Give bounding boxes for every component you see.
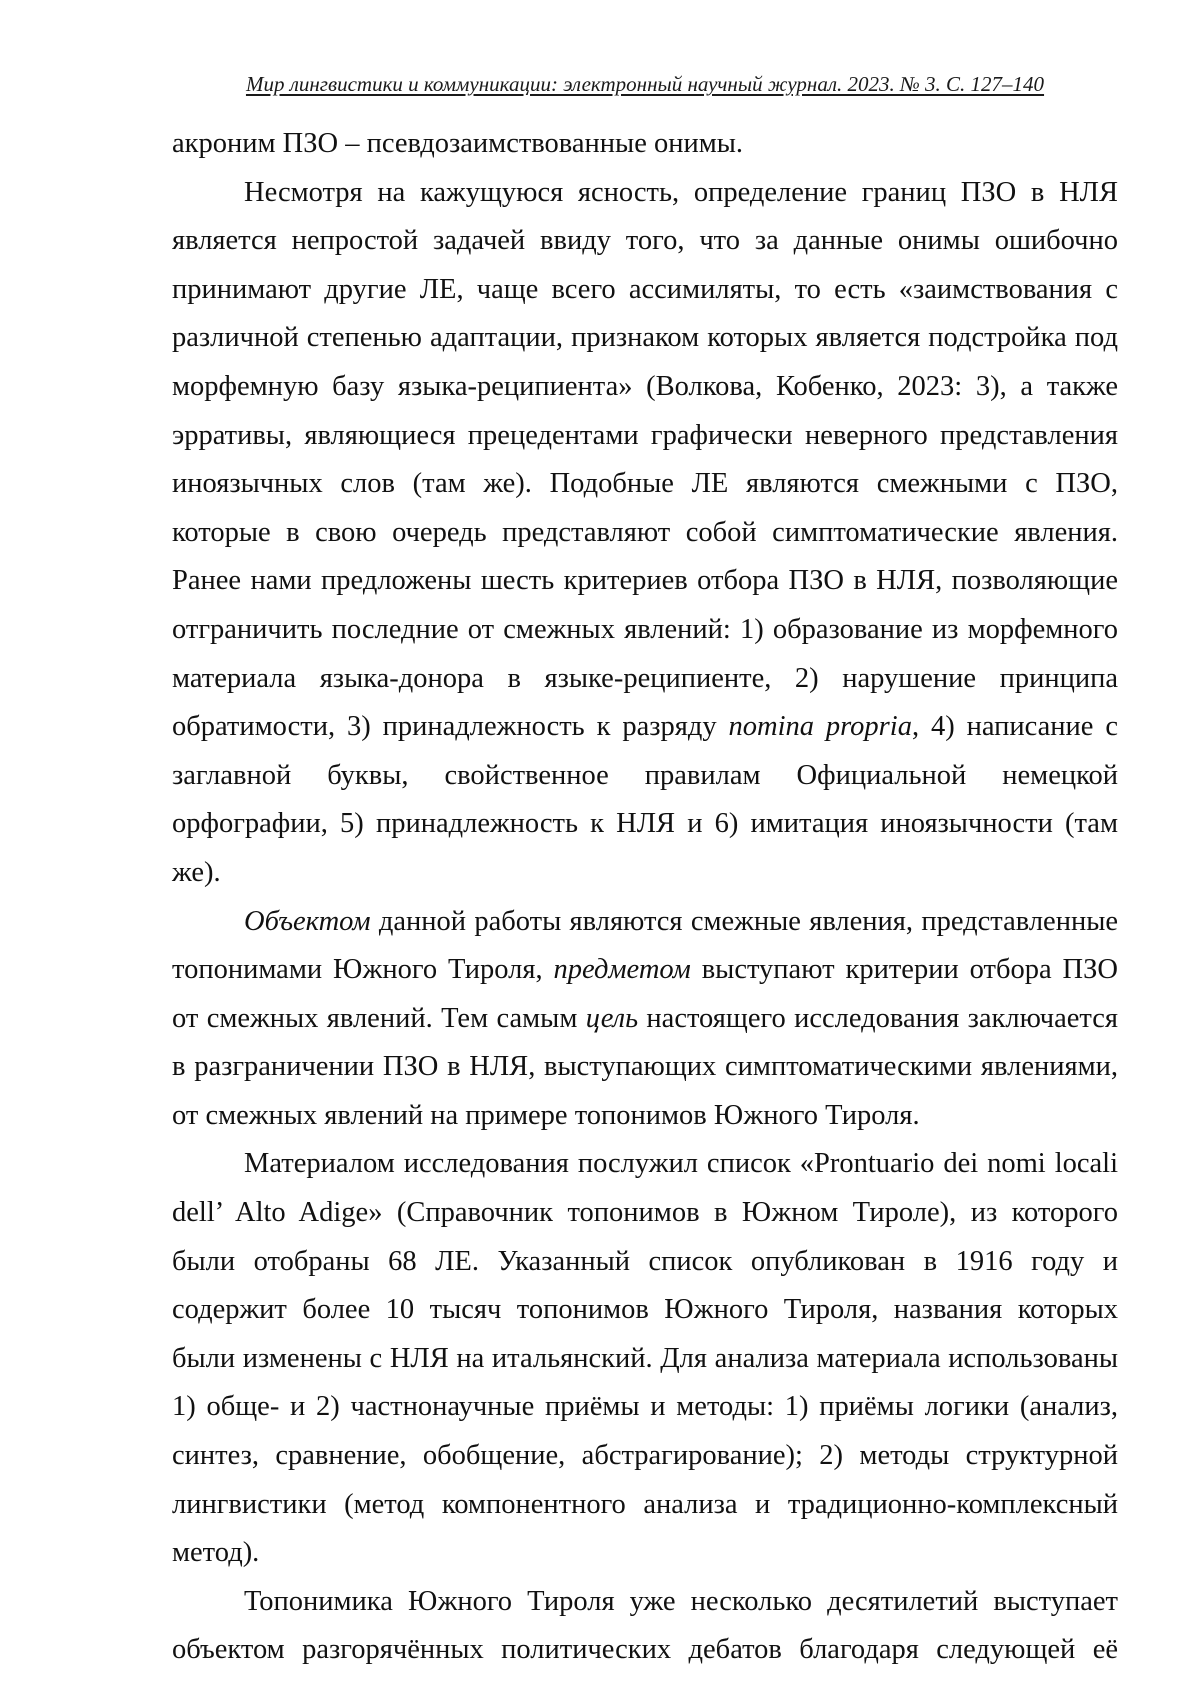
running-header: Мир лингвистики и коммуникации: электронный научный журнал. 2023. № 3. С. 127–140 bbox=[245, 72, 1045, 96]
emphasis-nomina-propria: nomina propria bbox=[728, 711, 912, 743]
paragraph-criteria bbox=[172, 169, 1118, 898]
paragraph-text: выступают критерии отбора ПЗО от смежных явлений. Тем самым bbox=[172, 954, 1118, 1034]
paragraph-text: данной работы являются смежные явления, представленные топонимами Южного Тироля, bbox=[172, 905, 1118, 986]
paragraph-text: настоящего исследования заключается в разграничении ПЗО в НЛЯ, выступающих симптоматическими явлениями, от смежных явлений на примере топонимов Южного Тироля. bbox=[172, 1002, 1118, 1131]
paragraph-text: Несмотря на кажущуюся ясность, определение границ ПЗО в НЛЯ является непростой задачей ввиду того, что за данные онимы ошибочно принимают другие ЛЕ, чаще всего ассимиляты, то есть «заимствования с различной степенью адаптации, признаком которых является подстройка под морфемную базу языка-реципиента» (Волкова, Кобенко, 2023: 3), а также эрративы, являющиеся прецедентами графически неверного представления иноязычных слов (там же). Подобные ЛЕ являются смежными с ПЗО, которые в свою очередь представляют собой симптоматические явления. Ранее нами предложены шесть критериев отбора ПЗО в НЛЯ, позволяющие отграничить последние от смежных явлений: 1) образование из морфемного материала языка-донора в языке-реципиенте, 2) нарушение принципа обратимости, 3) принадлежность к разряду bbox=[172, 176, 1118, 743]
emphasis-object: Объектом bbox=[244, 905, 371, 937]
paragraph-toponymy: Топонимика Южного Тироля уже несколько десятилетий выступает объектом разгорячённых политических дебатов благодаря следующей её bbox=[172, 1585, 1118, 1666]
paragraph-object-subject-goal bbox=[172, 898, 1118, 1141]
body-text bbox=[172, 120, 1118, 1675]
emphasis-goal: цель bbox=[585, 1002, 639, 1034]
paragraph-continuation: акроним ПЗО – псевдозаимствованные онимы. bbox=[172, 128, 744, 159]
emphasis-subject: предметом bbox=[553, 954, 691, 986]
paragraph-material-methods: Материалом исследования послужил список «Prontuario dei nomi locali dell’ Alto Adige» (Справочник топонимов в Южном Тироле), из которого были отобраны 68 ЛЕ. Указанный список опубликован в 1916 году и содержит более 10 тысяч топонимов Южного Тироля, названия которых были изменены с НЛЯ на итальянский. Для анализа материала использованы 1) обще- и 2) частнонаучные приёмы и методы: 1) приёмы логики (анализ, синтез, сравнение, обобщение, абстрагирование); 2) методы структурной лингвистики (метод компонентного анализа и традиционно-комплексный метод). bbox=[172, 1148, 1118, 1569]
paragraph-text: , 4) написание с заглавной буквы, свойственное правилам Официальной немецкой орфографии, 5) принадлежность к НЛЯ и 6) имитация иноязычности (там же). bbox=[172, 711, 1119, 888]
